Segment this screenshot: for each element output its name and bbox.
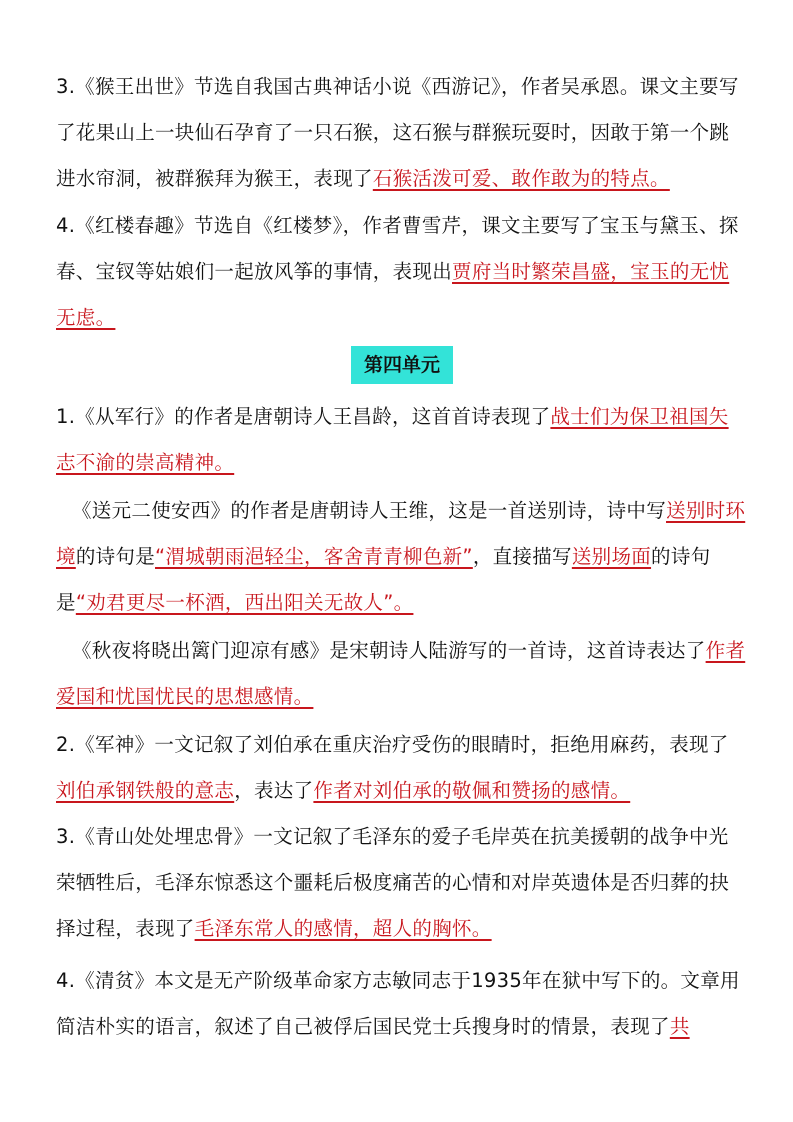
paragraph-honglou-chunqu [56,203,746,342]
text-segment: 《秋夜将晓出篱门迎凉有感》是宋朝诗人陆游写的一首诗，这首诗表达了 [72,639,706,662]
paragraph-songyuaner [56,488,746,627]
highlighted-answer: “劝君更尽一杯酒，西出阳关无故人”。 [75,591,414,615]
text-segment: 4.《红楼春趣》节选自《红楼梦》，作者曹雪芹，课文主要写了宝玉与黛玉、探春、宝钗等姑娘们一起放风筝的事情，表现出 [56,214,739,284]
highlighted-answer: 贾府当时繁荣昌盛，宝玉的无忧无虑。 [56,260,730,330]
paragraph-junshen [56,722,746,814]
text-segment: ，直接描写 [472,545,572,569]
highlighted-answer: 作者对刘伯承的敬佩和赞扬的感情。 [313,779,631,803]
text-segment: 2.《军神》一文记叙了刘伯承在重庆治疗受伤的眼睛时，拒绝用麻药，表现了 [56,733,729,756]
paragraph-qiuye [56,628,746,720]
text-segment: 3.《猴王出世》节选自我国古典神话小说《西游记》，作者吴承恩。课文主要写了花果山上一块仙石孕育了一只石猴，这石猴与群猴玩耍时，因敢于第一个跳进水帘洞，被群猴拜为猴王，表现了 [56,75,739,191]
text-segment: 4.《清贫》本文是无产阶级革命家方志敏同志于1935年在狱中写下的。文章用简洁朴实的语言，叙述了自己被俘后国民党士兵搜身时的情景，表现了 [56,969,740,1039]
paragraph-qingshan [56,814,746,953]
text-segment: 3.《青山处处埋忠骨》一文记叙了毛泽东的爱子毛岸英在抗美援朝的战争中光荣牺牲后，毛泽东惊悉这个噩耗后极度痛苦的心情和对岸英遗体是否归葬的抉择过程，表现了 [56,825,730,941]
text-segment: ，表达了 [234,779,314,803]
paragraph-qingpin [56,958,746,1050]
text-segment: 的诗句是 [56,545,711,615]
text-segment: 《送元二使安西》的作者是唐朝诗人王维，这是一首送别诗，诗中写 [72,499,667,522]
highlighted-answer: 送别时环境 [56,499,746,569]
highlighted-answer: 送别场面 [571,545,652,569]
highlighted-answer: 刘伯承钢铁般的意志 [56,779,235,803]
highlighted-answer: 毛泽东常人的感情，超人的胸怀。 [194,917,492,941]
highlighted-answer: 石猴活泼可爱、敢作敢为的特点。 [372,167,670,191]
text-segment: 1.《从军行》的作者是唐朝诗人王昌龄，这首首诗表现了 [56,405,551,428]
highlighted-answer: 作者爱国和忧国忧民的思想感情。 [56,639,746,709]
paragraph-houwang-chushi [56,64,746,203]
text-segment: 的诗句是 [75,545,156,569]
section-heading: 第四单元 [351,346,453,384]
paragraph-congjunxing [56,394,746,486]
highlighted-answer: “渭城朝雨浥轻尘，客舍青青柳色新” [155,545,473,569]
highlighted-answer: 共 [669,1015,690,1039]
highlighted-answer: 战士们为保卫祖国矢志不渝的崇高精神。 [56,405,729,475]
